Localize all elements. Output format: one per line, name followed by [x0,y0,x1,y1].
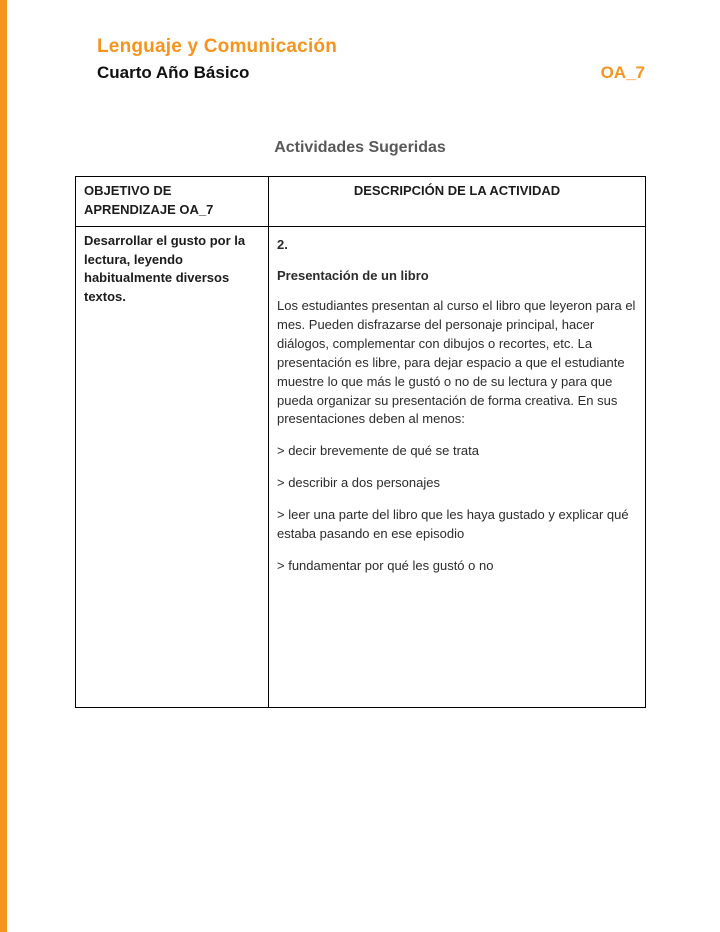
page-title: Actividades Sugeridas [274,139,446,156]
activity-paragraph: Los estudiantes presentan al curso el libro que leyeron para el mes. Pueden disfrazarse del personaje principal, hacer diálogos, complementar con dibujos o recortes, etc. La presentación es libre, para dejar espacio a que el estudiante muestre lo que más le gustó o no de su lectura y para que pueda organizar su presentación de forma creativa. En sus presentaciones deben al menos: [277,298,636,427]
table-header-row [76,177,646,227]
activity-bullet: > decir brevemente de qué se trata [277,443,479,459]
grade-title: Cuarto Año Básico [97,63,250,82]
objective-column-header: OBJETIVO DE APRENDIZAJE OA_7 [76,177,269,227]
activity-bullet: > leer una parte del libro que les haya gustado y explicar qué estaba pasando en ese episodio [277,506,629,541]
oa-code: OA_7 [600,63,645,82]
subject-title: Lenguaje y Comunicación [97,36,338,57]
activity-cell [269,226,646,707]
activity-bullet: > fundamentar por qué les gustó o no [277,557,494,573]
activities-table [75,176,646,708]
objective-text: Desarrollar el gusto por la lectura, leyendo habitualmente diversos textos. [84,232,246,305]
activity-bullet: > describir a dos personajes [277,475,440,491]
document-header [97,36,645,83]
table-body-row [76,226,646,707]
grade-row [97,63,645,83]
objective-cell [76,226,269,707]
description-column-header: DESCRIPCIÓN DE LA ACTIVIDAD [269,177,646,227]
activity-title: Presentación de un libro [277,267,429,283]
activity-number: 2. [277,236,288,252]
